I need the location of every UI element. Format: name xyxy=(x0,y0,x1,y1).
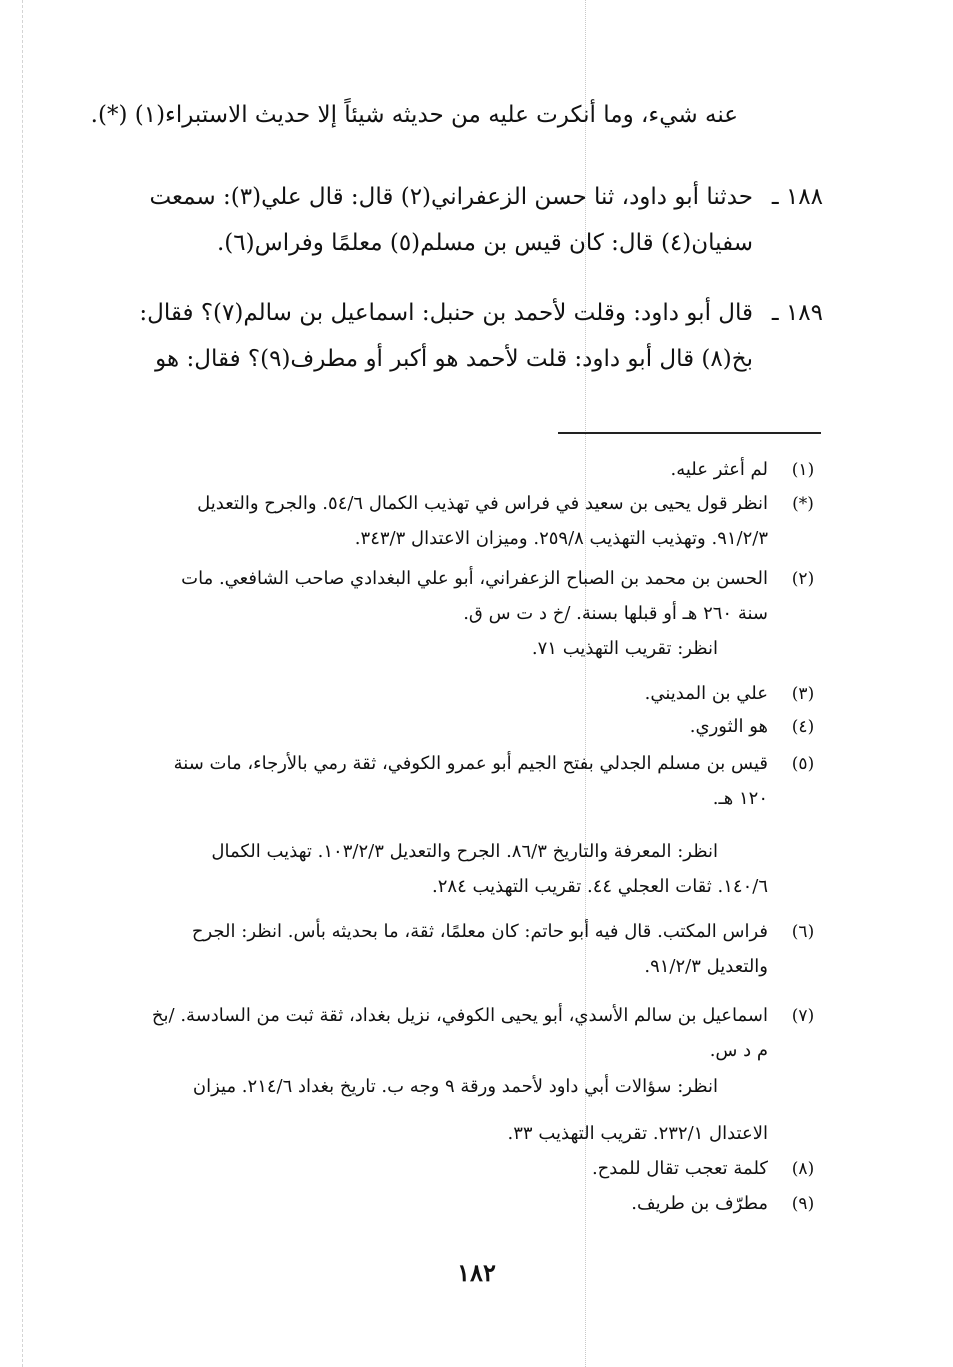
footnote-line: سنة ٢٦٠ هـ أو قبلها بسنة. /خ د ت س ق. xyxy=(463,603,768,624)
footnote-line: ١٤٠/٦. ثقات العجلي ٤٤. تقريب التهذيب ٢٨٤. xyxy=(432,876,768,897)
entry-line: حدثنا أبو داود، ثنا حسن الزعفراني(٢) قال: قال علي(٣): سمعت xyxy=(149,184,753,210)
footnote-line: الاعتدال ٢٣٢/١. تقريب التهذيب ٣٣. xyxy=(507,1123,768,1144)
footnote-marker: (٨) xyxy=(791,1159,815,1179)
footnote-line: انظر: سؤالات أبي داود لأحمد ورقة ٩ وجه ب. تاريخ بغداد ٢١٤/٦. ميزان xyxy=(192,1076,718,1097)
footnote-marker: (*) xyxy=(792,494,814,514)
footnote-marker: (٥) xyxy=(791,754,815,774)
footnote-marker: (٤) xyxy=(791,717,815,737)
footnote-line: الحسن بن محمد بن الصباح الزعفراني، أبو علي البغدادي صاحب الشافعي. مات xyxy=(181,568,768,589)
footnote-line: لم أعثر عليه. xyxy=(670,459,768,480)
page-number: ١٨٢ xyxy=(457,1258,496,1287)
footnote-line: مطرّف بن طريف. xyxy=(631,1193,768,1214)
footnote-marker: (٣) xyxy=(791,684,815,704)
entry-line: بخ(٨) قال أبو داود: قلت لأحمد هو أكبر أو مطرف(٩)؟ فقال: هو xyxy=(155,346,753,372)
footnote-line: والتعديل ٩١/٢/٣. xyxy=(644,956,768,977)
footnote-line: كلمة تعجب تقال للمدح. xyxy=(591,1158,768,1179)
footnote-line: انظر: تقريب التهذيب ٧١. xyxy=(531,638,718,659)
footnote-line: م د س. xyxy=(709,1040,768,1061)
intro-line: عنه شيء، وما أنكرت عليه من حديثه شيئاً إلا حديث الاستبراء(١) (*). xyxy=(90,102,738,128)
entry-number: ١٨٨ ـ xyxy=(771,184,823,210)
footnote-line: ٩١/٢/٣. وتهذيب التهذيب ٢٥٩/٨. وميزان الاعتدال ٣٤٣/٣. xyxy=(354,528,768,549)
footnote-line: ١٢٠ هـ. xyxy=(712,788,768,809)
footnote-line: فراس المكتب. قال فيه أبو حاتم: كان معلمًا، ثقة، ما بحديثه بأس. انظر: الجرح xyxy=(191,921,768,942)
footnote-line: انظر: المعرفة والتاريخ ٨٦/٣. الجرح والتعديل ١٠٣/٢/٣. تهذيب الكمال xyxy=(211,841,718,862)
footnote-line: علي بن المديني. xyxy=(644,683,768,704)
entry-line: قال أبو داود: وقلت لأحمد بن حنبل: اسماعيل بن سالم(٧)؟ فقال: xyxy=(139,300,753,326)
footnote-marker: (٦) xyxy=(791,922,815,942)
footnote-marker: (٩) xyxy=(791,1194,815,1214)
scan-edge-line xyxy=(22,0,23,1367)
footnote-line: اسماعيل بن سالم الأسدي، أبو يحيى الكوفي، نزيل بغداد، ثقة ثبت من السادسة. /بخ xyxy=(151,1005,768,1026)
footnote-separator xyxy=(558,432,821,434)
footnote-marker: (١) xyxy=(791,460,815,480)
footnote-line: هو الثوري. xyxy=(689,716,768,737)
entry-line: سفيان(٤) قال: كان قيس بن مسلم(٥) معلمًا وفراس(٦). xyxy=(216,230,753,256)
footnote-line: قيس بن مسلم الجدلي بفتح الجيم أبو عمرو الكوفي، ثقة رمي بالأرجاء، مات سنة xyxy=(173,753,768,774)
entry-number: ١٨٩ ـ xyxy=(771,300,823,326)
footnote-line: انظر قول يحيى بن سعيد في فراس في تهذيب الكمال ٥٤/٦. والجرح والتعديل xyxy=(197,493,768,514)
footnote-marker: (٢) xyxy=(791,569,815,589)
footnote-marker: (٧) xyxy=(791,1006,815,1026)
